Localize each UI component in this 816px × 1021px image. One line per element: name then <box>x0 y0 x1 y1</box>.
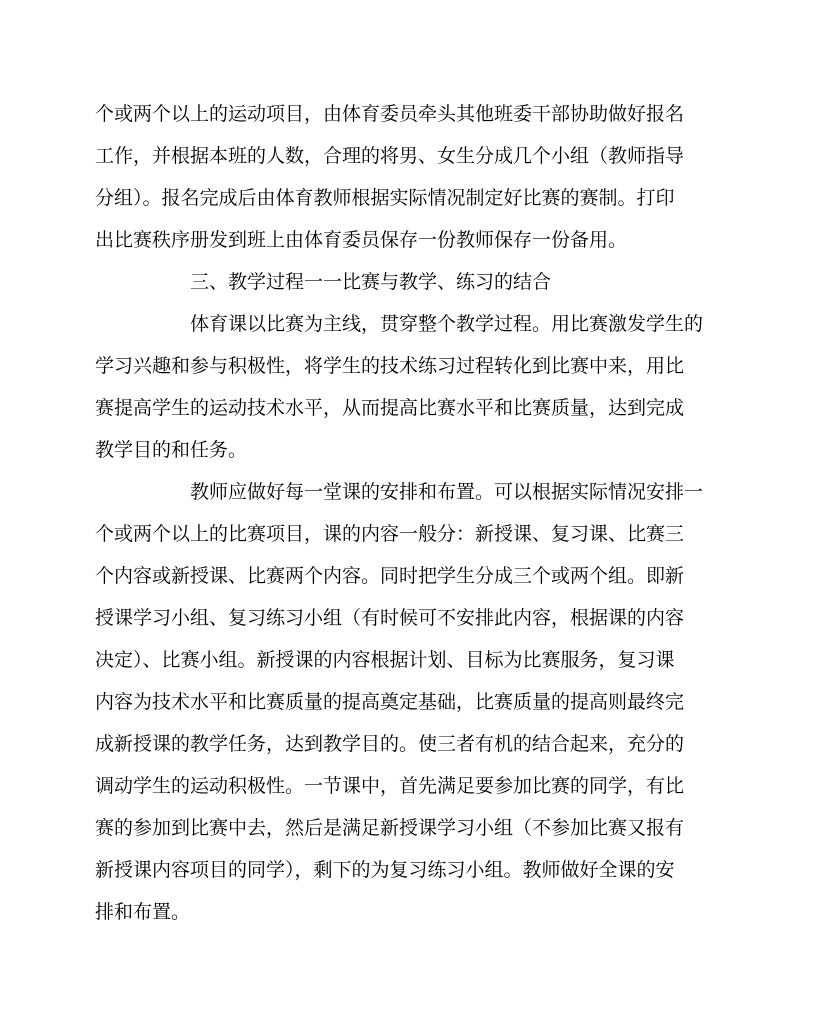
paragraph-3-line-1: 教师应做好每一堂课的安排和布置。可以根据实际情况安排一 <box>190 481 704 503</box>
paragraph-1-line-4: 出比赛秩序册发到班上由体育委员保存一份教师保存一份备用。 <box>95 229 628 251</box>
paragraph-3-line-7: 成新授课的教学任务，达到教学目的。使三者有机的结合起来，充分的 <box>95 733 685 755</box>
paragraph-3-line-6: 内容为技术水平和比赛质量的提高奠定基础，比赛质量的提高则最终完 <box>95 691 685 713</box>
paragraph-3-line-11: 排和布置。 <box>95 901 191 923</box>
paragraph-3-line-8: 调动学生的运动积极性。一节课中，首先满足要参加比赛的同学，有比 <box>95 775 685 797</box>
paragraph-3-line-2: 个或两个以上的比赛项目，课的内容一般分：新授课、复习课、比赛三 <box>95 523 685 545</box>
paragraph-1-line-3: 分组）。报名完成后由体育教师根据实际情况制定好比赛的赛制。打印 <box>95 187 675 209</box>
paragraph-2-line-3: 赛提高学生的运动技术水平，从而提高比赛水平和比赛质量，达到完成 <box>95 397 685 419</box>
paragraph-2-line-2: 学习兴趣和参与积极性，将学生的技术练习过程转化到比赛中来，用比 <box>95 355 685 377</box>
paragraph-1-line-2: 工作，并根据本班的人数，合理的将男、女生分成几个小组（教师指导 <box>95 145 685 167</box>
paragraph-2-line-1: 体育课以比赛为主线，贯穿整个教学过程。用比赛激发学生的 <box>190 313 704 335</box>
paragraph-3-line-5: 决定）、比赛小组。新授课的内容根据计划、目标为比赛服务，复习课 <box>95 649 675 671</box>
section-heading: 三、教学过程一一比赛与教学、练习的结合 <box>190 271 552 293</box>
paragraph-2-line-4: 教学目的和任务。 <box>95 439 248 461</box>
paragraph-1-line-1: 个或两个以上的运动项目，由体育委员牵头其他班委干部协助做好报名 <box>95 103 685 125</box>
paragraph-3-line-3: 个内容或新授课、比赛两个内容。同时把学生分成三个或两个组。即新 <box>95 565 685 587</box>
paragraph-3-line-9: 赛的参加到比赛中去，然后是满足新授课学习小组（不参加比赛又报有 <box>95 817 685 839</box>
paragraph-3-line-10: 新授课内容项目的同学），剩下的为复习练习小组。教师做好全课的安 <box>95 859 675 881</box>
paragraph-3-line-4: 授课学习小组、复习练习小组（有时候可不安排此内容，根据课的内容 <box>95 607 685 629</box>
